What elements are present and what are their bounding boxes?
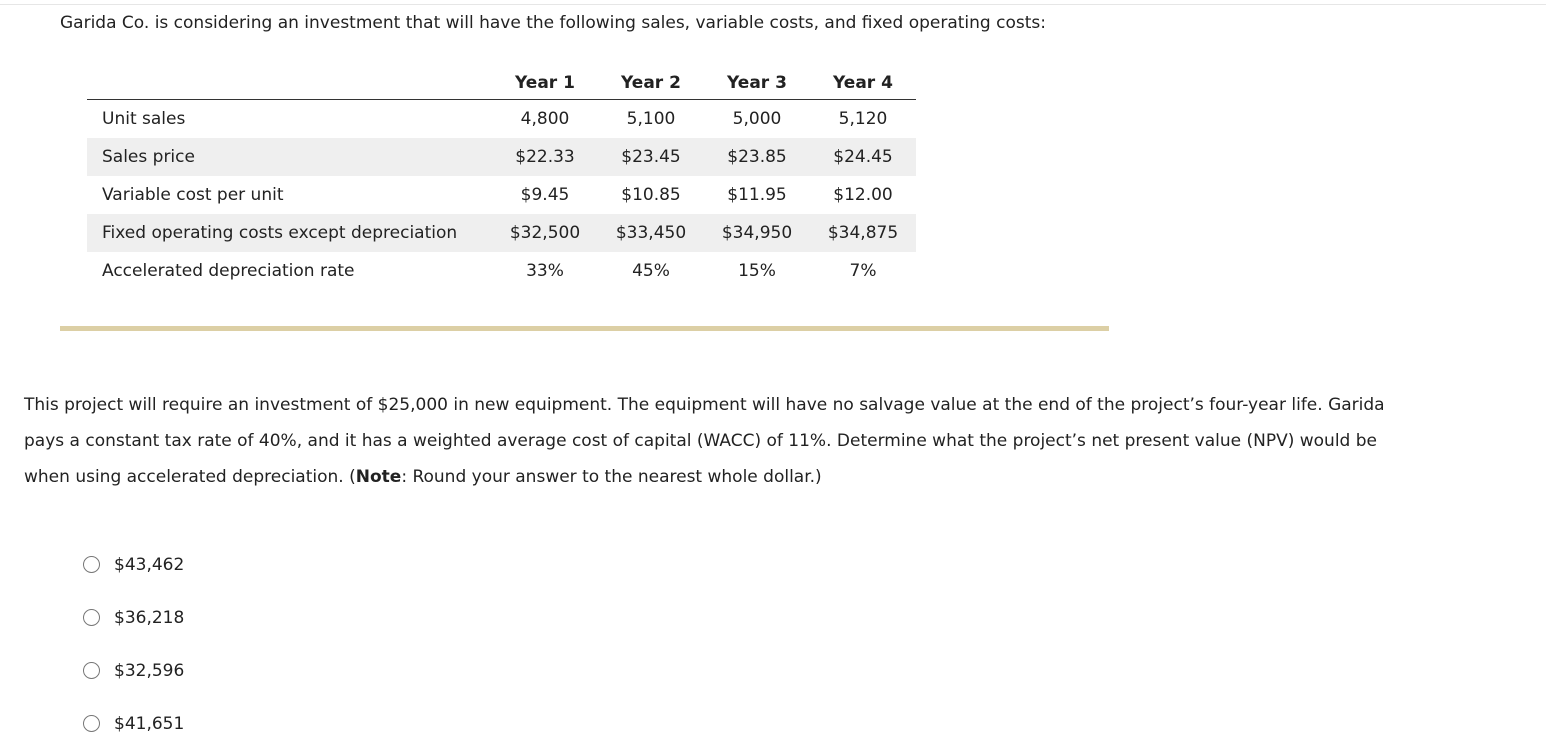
cell-value: $9.45	[520, 185, 570, 205]
row-label: Unit sales	[102, 109, 186, 129]
question-text	[24, 387, 1404, 495]
answer-option[interactable]	[83, 591, 184, 644]
cell-value: $10.85	[621, 185, 681, 205]
table-row-depreciation-rate	[87, 252, 916, 290]
radio-button[interactable]	[83, 556, 100, 573]
table-row-unit-sales	[87, 100, 916, 139]
option-label[interactable]: $32,596	[114, 660, 185, 681]
cell-value: $11.95	[727, 185, 787, 205]
cell-value: $12.00	[833, 185, 893, 205]
data-table	[87, 66, 916, 290]
cell-value: $24.45	[810, 138, 916, 176]
answer-option[interactable]	[83, 538, 184, 591]
cell-value: 45%	[632, 261, 670, 281]
question-text-end: : Round your answer to the nearest whole dollar.)	[401, 467, 822, 487]
answer-option[interactable]	[83, 644, 184, 697]
cell-value: 7%	[849, 261, 877, 281]
row-label: Fixed operating costs except depreciation	[87, 214, 492, 252]
cell-value: 5,000	[732, 109, 782, 129]
option-label[interactable]: $43,462	[114, 554, 185, 575]
table-row-sales-price	[87, 138, 916, 176]
answer-option[interactable]	[83, 697, 184, 750]
cell-value: 5,120	[838, 109, 888, 129]
table-row-fixed-costs	[87, 214, 916, 252]
cell-value: $34,950	[704, 214, 810, 252]
option-label[interactable]: $41,651	[114, 713, 185, 734]
header-year-1: Year 1	[492, 66, 598, 100]
header-year-2: Year 2	[598, 66, 704, 100]
cell-value: 5,100	[626, 109, 676, 129]
intro-text: Garida Co. is considering an investment that will have the following sales, variable costs, and fixed operating costs:	[60, 13, 1046, 33]
cell-value: $32,500	[492, 214, 598, 252]
table-row-variable-cost	[87, 176, 916, 214]
answer-options	[83, 538, 184, 750]
cell-value: $34,875	[810, 214, 916, 252]
radio-button[interactable]	[83, 609, 100, 626]
cell-value: $23.45	[598, 138, 704, 176]
section-divider	[60, 326, 1109, 331]
header-blank	[87, 66, 492, 100]
row-label: Variable cost per unit	[102, 185, 284, 205]
cell-value: 33%	[526, 261, 564, 281]
top-border	[0, 4, 1546, 5]
radio-button[interactable]	[83, 715, 100, 732]
header-year-3: Year 3	[704, 66, 810, 100]
cell-value: $33,450	[598, 214, 704, 252]
table-header-row	[87, 66, 916, 100]
row-label: Accelerated depreciation rate	[102, 261, 355, 281]
cell-value: $22.33	[492, 138, 598, 176]
cell-value: 15%	[738, 261, 776, 281]
cell-value: 4,800	[520, 109, 570, 129]
radio-button[interactable]	[83, 662, 100, 679]
question-text-start: This project will require an investment of $25,000 in new equipment. The equipment will have no salvage value at the end of the project’s four-year life. Garida pays a constant tax rate of 40%, and it has a weighted average cost of capital (WACC) of 11%. Determine what the project’s net present value (NPV) would be when using accelerated depreciation. (	[24, 395, 1385, 487]
row-label: Sales price	[87, 138, 492, 176]
option-label[interactable]: $36,218	[114, 607, 185, 628]
header-year-4: Year 4	[810, 66, 916, 100]
cell-value: $23.85	[704, 138, 810, 176]
note-label: Note	[355, 467, 402, 487]
